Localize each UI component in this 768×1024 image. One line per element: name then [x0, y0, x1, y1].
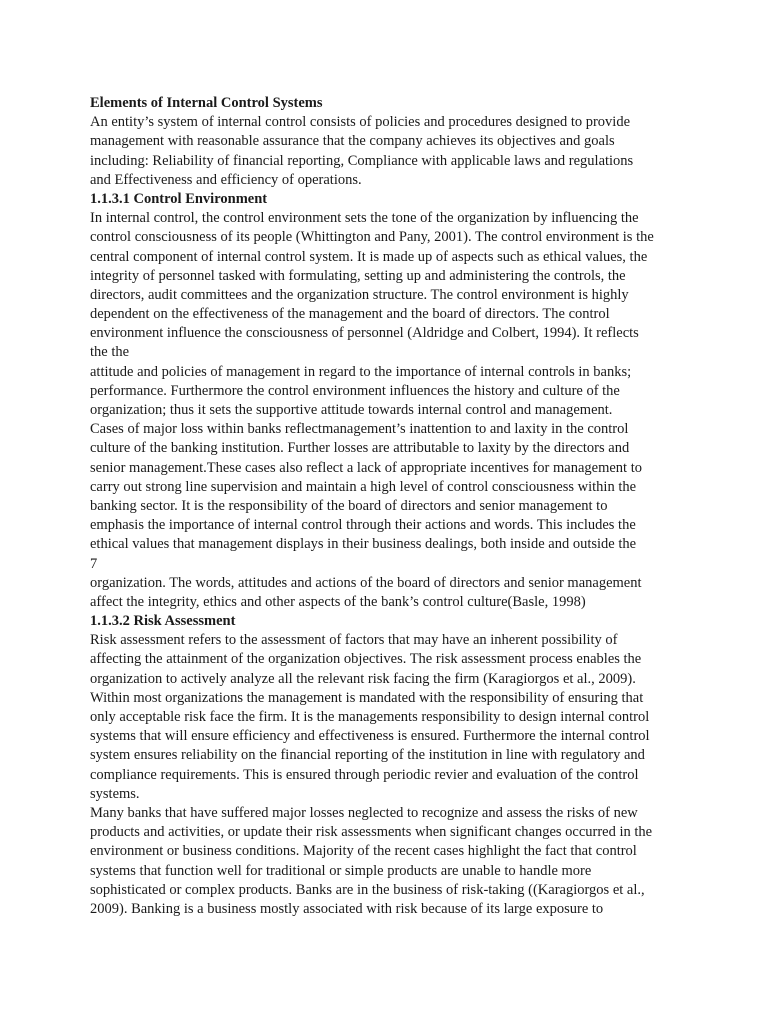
text-line: In internal control, the control environment sets the tone of the organization by influencing the: [90, 210, 639, 227]
text-line: only acceptable risk face the firm. It is the managements responsibility to design internal control: [90, 709, 650, 725]
text-line: and Effectiveness and efficiency of operations.: [90, 171, 362, 188]
text-line: 2009). Banking is a business mostly associated with risk because of its large exposure to: [90, 900, 604, 917]
document-page: [90, 94, 690, 919]
text-line: senior management.These cases also reflect a lack of appropriate incentives for management to: [90, 459, 642, 476]
text-line: systems.: [90, 785, 140, 802]
text-line: carry out strong line supervision and maintain a high level of control consciousness within the: [90, 478, 637, 495]
text-line: Risk assessment refers to the assessment of factors that may have an inherent possibility of: [90, 632, 618, 649]
text-line: culture of the banking institution. Further losses are attributable to laxity by the directors and: [90, 440, 630, 457]
text-line: 7: [90, 555, 98, 572]
text-line: performance. Furthermore the control environment influences the history and culture of the: [90, 382, 620, 399]
text-line: organization. The words, attitudes and actions of the board of directors and senior management: [90, 574, 642, 591]
text-line: dependent on the effectiveness of the management and the board of directors. The control: [90, 306, 610, 323]
text-line: the the: [90, 344, 130, 361]
text-line: system ensures reliability on the financial reporting of the institution in line with regulatory and: [90, 747, 645, 764]
text-line: compliance requirements. This is ensured through periodic revier and evaluation of the control: [90, 766, 639, 783]
text-line: environment or business conditions. Majority of the recent cases highlight the fact that control: [90, 843, 637, 860]
text-line: systems that function well for traditional or simple products are unable to handle more: [90, 862, 592, 879]
text-line: sophisticated or complex products. Banks are in the business of risk-taking ((Karagiorgos et al.,: [90, 881, 645, 898]
text-line: environment influence the consciousness of personnel (Aldridge and Colbert, 1994). It reflects: [90, 325, 639, 342]
text-line: affect the integrity, ethics and other aspects of the bank’s control culture(Basle, 1998): [90, 593, 586, 610]
text-line: management with reasonable assurance that the company achieves its objectives and goals: [90, 133, 615, 150]
section-heading: 1.1.3.2 Risk Assessment: [90, 613, 236, 630]
text-line: organization to actively analyze all the relevant risk facing the firm (Karagiorgos et al., 2009).: [90, 670, 636, 687]
text-line: Many banks that have suffered major losses neglected to recognize and assess the risks of new: [90, 804, 638, 821]
text-line: attitude and policies of management in regard to the importance of internal controls in banks;: [90, 363, 632, 380]
text-line: Within most organizations the management is mandated with the responsibility of ensuring that: [90, 689, 644, 706]
text-line: Cases of major loss within banks reflectmanagement’s inattention to and laxity in the control: [90, 421, 629, 438]
text-line: directors, audit committees and the organization structure. The control environment is highly: [90, 286, 629, 303]
text-line: organization; thus it sets the supportive attitude towards internal control and management.: [90, 402, 613, 418]
text-line: banking sector. It is the responsibility of the board of directors and senior management to: [90, 497, 608, 514]
text-line: central component of internal control system. It is made up of aspects such as ethical values, the: [90, 248, 648, 265]
text-line: emphasis the importance of internal control through their actions and words. This includes the: [90, 517, 636, 534]
text-line: products and activities, or update their risk assessments when significant changes occurred in the: [90, 824, 653, 841]
section-heading: 1.1.3.1 Control Environment: [90, 190, 268, 207]
text-line: ethical values that management displays in their business dealings, both inside and outside the: [90, 536, 637, 553]
text-line: control consciousness of its people (Whittington and Pany, 2001). The control environment is the: [90, 229, 654, 246]
text-line: integrity of personnel tasked with formulating, setting up and administering the controls, the: [90, 267, 626, 284]
text-line: systems that will ensure efficiency and effectiveness is ensured. Furthermore the internal control: [90, 728, 650, 745]
text-line: An entity’s system of internal control consists of policies and procedures designed to provide: [90, 114, 631, 131]
text-line: affecting the attainment of the organization objectives. The risk assessment process enables the: [90, 651, 642, 668]
text-line: including: Reliability of financial reporting, Compliance with applicable laws and regulations: [90, 152, 634, 169]
section-heading: Elements of Internal Control Systems: [90, 95, 323, 111]
